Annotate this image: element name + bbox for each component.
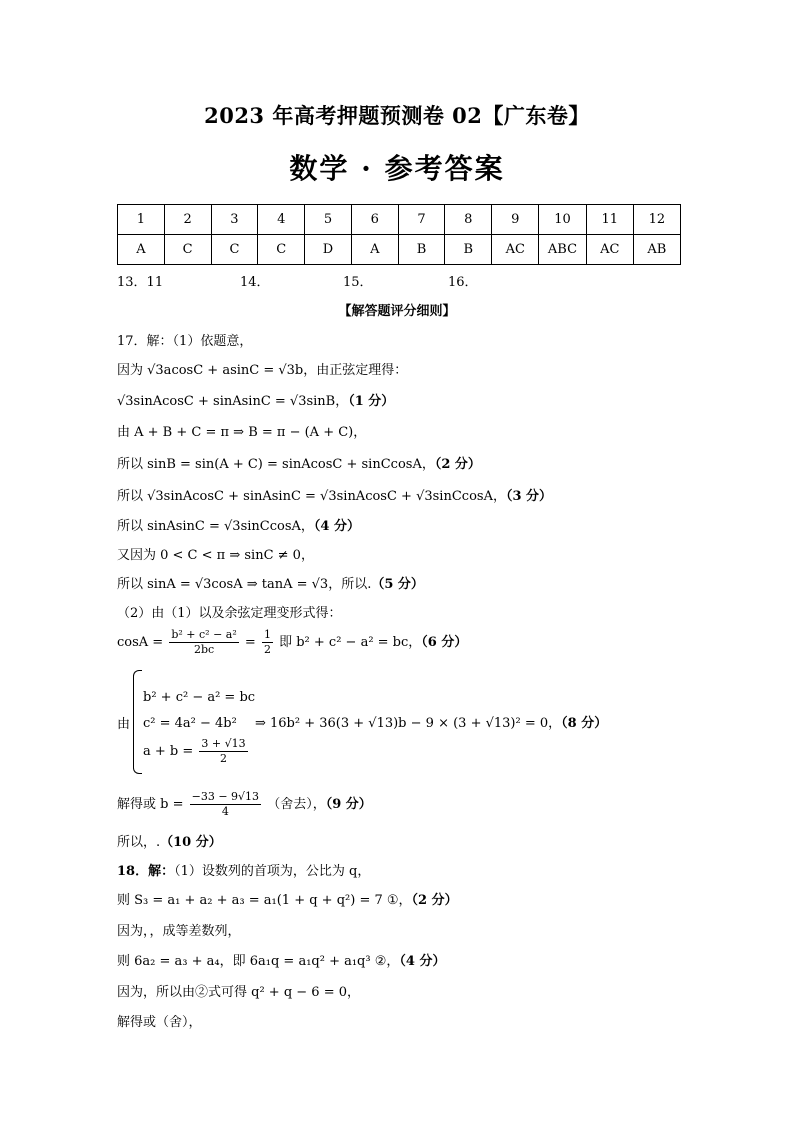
solution-line: 因为 √3acosC + asinC = √3b，由正弦定理得：	[117, 363, 408, 378]
question-number-cell: 2	[164, 205, 211, 235]
numerator: −33 − 9√13	[191, 790, 260, 803]
solution-line	[117, 790, 372, 819]
section-title: 【解答题评分细则】	[338, 304, 456, 319]
solution-line: 又因为 0 < C < π ⇒ sinC ≠ 0，	[117, 548, 314, 563]
denominator: 2	[220, 752, 228, 765]
score-mark: （5 分）	[371, 577, 424, 592]
answer-cell: D	[305, 235, 352, 265]
question-number-cell: 8	[445, 205, 492, 235]
solution-line	[117, 628, 467, 657]
formula: cosA =	[117, 635, 164, 650]
question-number-cell: 1	[118, 205, 165, 235]
formula: 所以 sinAsinC = √3sinCcosA，	[117, 519, 314, 534]
denominator: 2bc	[193, 643, 215, 656]
solution-line: 解得或（舍），	[117, 1015, 202, 1030]
score-mark: （4 分）	[313, 519, 360, 534]
blank-answer-16: 16．	[448, 275, 478, 290]
answer-cell: C	[258, 235, 305, 265]
formula: 所以 √3sinAcosC + sinAsinC = √3sinAcosC + √3sinCcosA，	[117, 489, 506, 504]
solution-line	[117, 453, 481, 472]
formula: c² = 4a² − 4b²	[143, 716, 237, 731]
blank-answer-15: 15．	[343, 275, 373, 290]
formula: √3sinAcosC + sinAsinC = √3sinB，	[117, 394, 349, 409]
fraction	[199, 737, 247, 766]
solution-line	[117, 573, 424, 592]
score-mark: （2 分）	[411, 893, 458, 908]
page-subtitle: 数学 · 参考答案	[289, 152, 505, 185]
score-mark: （3 分）	[505, 489, 553, 504]
solution-line	[117, 889, 458, 908]
question-number-cell: 4	[258, 205, 305, 235]
solution-line: 因为，所以由②式可得 q² + q − 6 = 0，	[117, 985, 361, 1000]
answer-cell: C	[211, 235, 258, 265]
blank-answer-14: 14．	[240, 275, 270, 290]
answer-cell: AC	[586, 235, 633, 265]
answer-cell: B	[445, 235, 492, 265]
score-mark: （9 分）	[325, 797, 372, 812]
denominator: 2	[263, 643, 271, 656]
question-number-cell: 10	[539, 205, 586, 235]
score-mark: （1 分）	[348, 394, 395, 409]
equation: b² + c² − a² = bc	[143, 690, 256, 705]
answer-table	[117, 204, 681, 265]
equation	[143, 712, 607, 731]
question-number: 18．解：	[117, 864, 175, 879]
answer-cell: AB	[633, 235, 680, 265]
system-prefix: 由	[117, 717, 131, 732]
score-mark: （10 分）	[160, 835, 222, 850]
solution-line	[117, 515, 360, 534]
blank-answer-13: 13．11	[117, 275, 164, 290]
formula: 所以，.	[117, 835, 161, 850]
formula: 解得或 b =	[117, 797, 184, 812]
question-number-row	[118, 205, 681, 235]
formula: =	[244, 635, 256, 650]
score-mark: （4 分）	[399, 954, 446, 969]
solution-line	[117, 950, 445, 969]
formula: ⇒ 16b² + 36(3 + √13)b − 9 × (3 + √13)² = 0，	[254, 716, 562, 731]
fraction	[262, 628, 273, 657]
solution-line	[117, 485, 552, 504]
equation	[143, 737, 250, 766]
denominator: 4	[221, 805, 229, 818]
fill-in-blank-answers	[117, 271, 677, 289]
answer-cell: A	[351, 235, 398, 265]
answer-cell: A	[118, 235, 165, 265]
numerator: 1	[263, 628, 271, 641]
solution-line: 因为，，成等差数列，	[117, 924, 241, 939]
question-number-cell: 3	[211, 205, 258, 235]
question-number-cell: 5	[305, 205, 352, 235]
score-mark: （6 分）	[421, 635, 468, 650]
solution-line	[117, 390, 394, 409]
formula: 即 b² + c² − a² = bc，	[279, 635, 422, 650]
answer-cell: B	[398, 235, 445, 265]
numerator: b² + c² − a²	[171, 628, 237, 641]
answer-cell: AC	[492, 235, 539, 265]
answer-cell: ABC	[539, 235, 586, 265]
question-number-cell: 9	[492, 205, 539, 235]
solution-line: 由 A + B + C = π ⇒ B = π − (A + C)，	[117, 425, 367, 440]
left-brace	[133, 670, 142, 774]
score-mark: （2 分）	[434, 457, 481, 472]
fraction	[190, 790, 261, 819]
page-title: 2023 年高考押题预测卷 02【广东卷】	[204, 103, 590, 128]
formula: （舍去），	[267, 797, 326, 812]
question-number-cell: 11	[586, 205, 633, 235]
formula: 所以 sinB = sin(A + C) = sinAcosC + sinCcosA，	[117, 457, 435, 472]
solution-line: 17．解：（1）依题意，	[117, 334, 253, 349]
score-mark: （8 分）	[561, 716, 608, 731]
numerator: 3 + √13	[201, 737, 246, 750]
answer-row	[118, 235, 681, 265]
formula: 所以 sinA = √3cosA ⇒ tanA = √3，所以.	[117, 577, 372, 592]
formula: 则 6a₂ = a₃ + a₄，即 6a₁q = a₁q² + a₁q³ ②，	[117, 954, 400, 969]
solution-line	[117, 831, 222, 850]
question-number-cell: 7	[398, 205, 445, 235]
formula: 则 S₃ = a₁ + a₂ + a₃ = a₁(1 + q + q²) = 7 ①，	[117, 893, 412, 908]
formula: （1）设数列的首项为，公比为 q，	[174, 864, 371, 879]
fraction	[169, 628, 238, 657]
question-number-cell: 6	[351, 205, 398, 235]
solution-line: （2）由（1）以及余弦定理变形式得：	[117, 606, 342, 621]
formula: a + b =	[143, 744, 194, 759]
solution-line	[117, 860, 370, 879]
question-number-cell: 12	[633, 205, 680, 235]
answer-cell: C	[164, 235, 211, 265]
